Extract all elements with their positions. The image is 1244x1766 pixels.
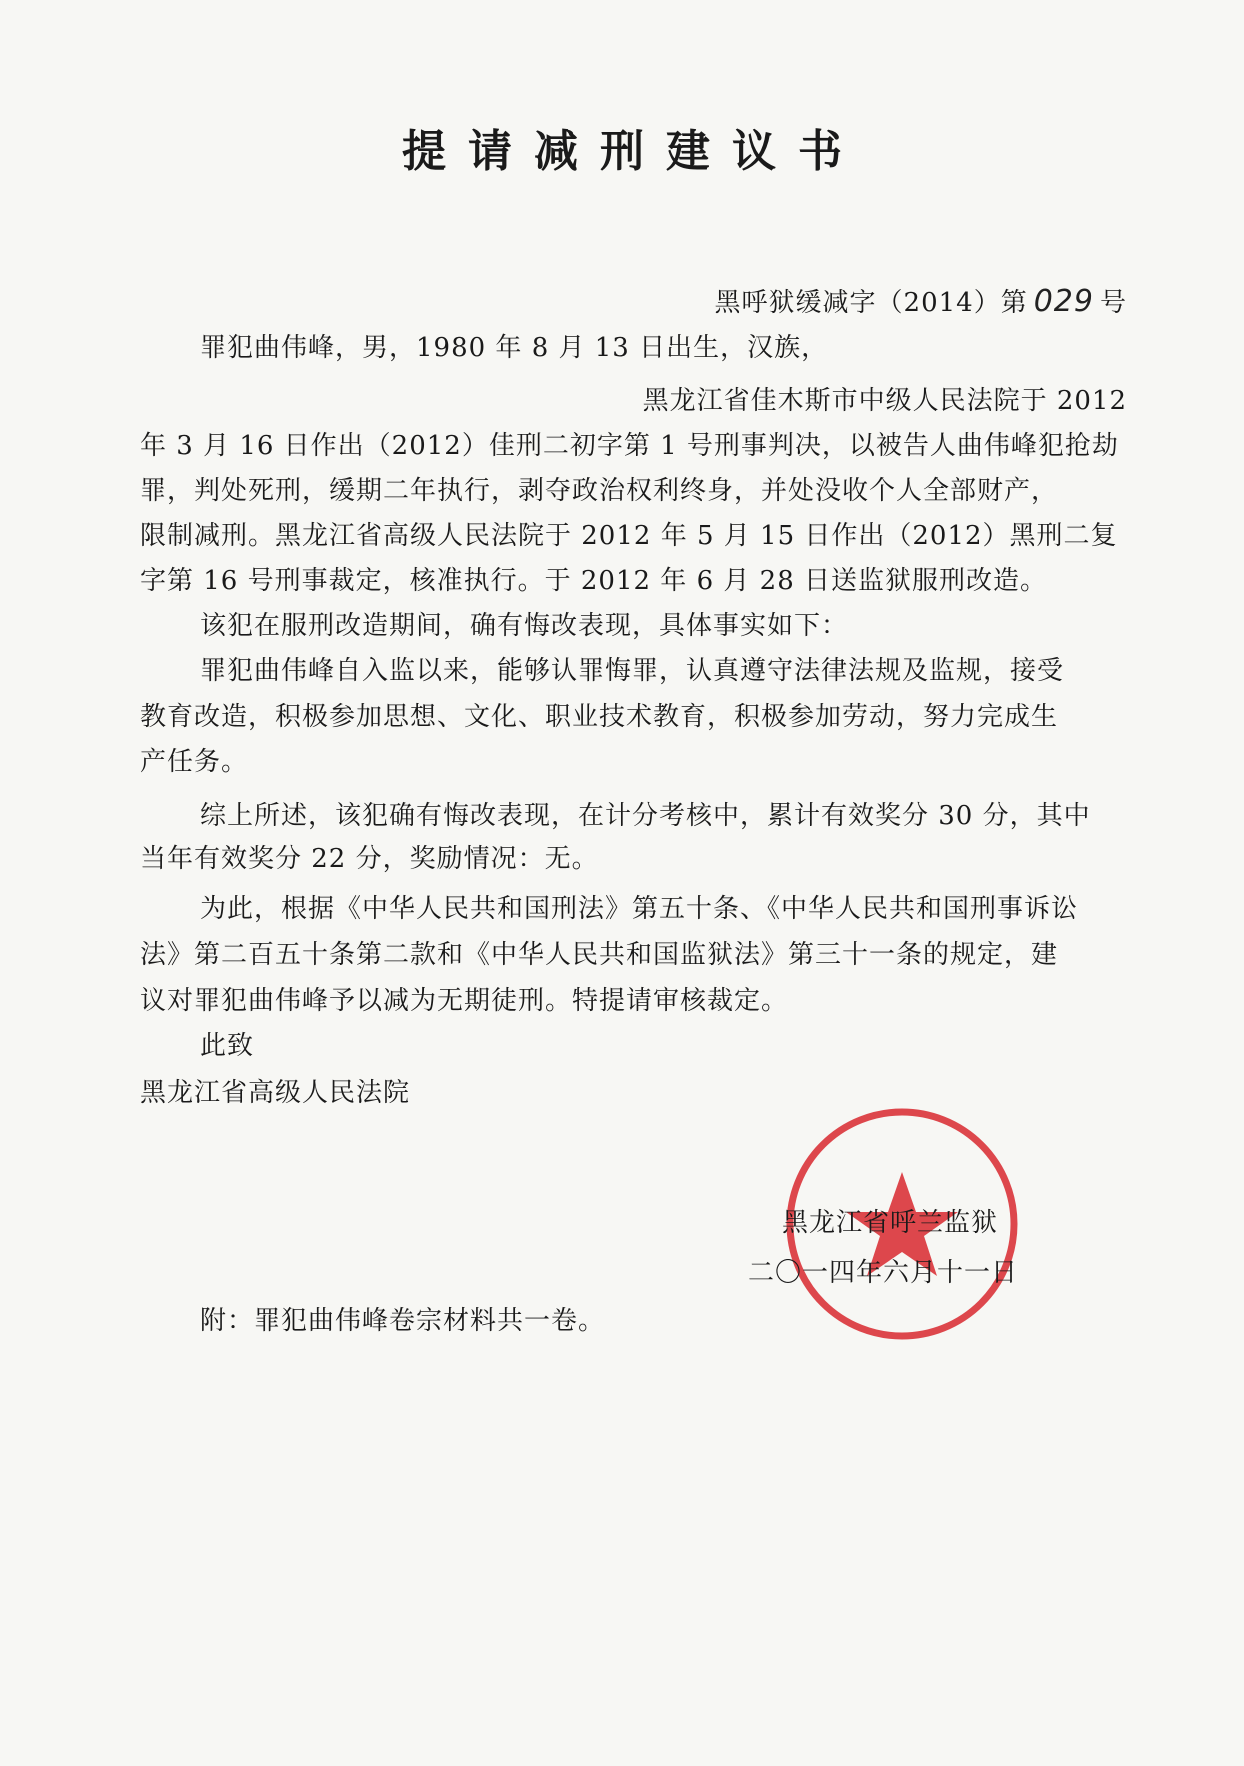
paragraph-line: 当年有效奖分 22 分，奖励情况：无。 <box>140 844 599 874</box>
document-number-handwritten: 029 <box>1033 284 1094 319</box>
document-number-prefix: 黑呼狱缓减字（2014）第 <box>714 288 1028 318</box>
attachment-note: 附：罪犯曲伟峰卷宗材料共一卷。 <box>200 1306 606 1336</box>
paragraph-line: 法》第二百五十条第二款和《中华人民共和国监狱法》第三十一条的规定，建 <box>140 940 1059 970</box>
paragraph-line: 罪犯曲伟峰，男，1980 年 8 月 13 日出生，汉族， <box>200 333 829 363</box>
paragraph-line: 黑龙江省佳木斯市中级人民法院于 2012 <box>642 386 1127 416</box>
paragraph-line: 教育改造，积极参加思想、文化、职业技术教育，积极参加劳动，努力完成生 <box>140 702 1059 732</box>
closing-salutation: 此致 <box>200 1031 255 1061</box>
paragraph-line: 罪犯曲伟峰自入监以来，能够认罪悔罪，认真遵守法律法规及监规，接受 <box>200 656 1065 686</box>
paragraph-line: 限制减刑。黑龙江省高级人民法院于 2012 年 5 月 15 日作出（2012）黑刑二复 <box>140 521 1118 551</box>
paragraph-line: 产任务。 <box>140 747 249 777</box>
paragraph-line: 罪，判处死刑，缓期二年执行，剥夺政治权利终身，并处没收个人全部财产， <box>140 476 1059 506</box>
paragraph-line: 为此，根据《中华人民共和国刑法》第五十条、《中华人民共和国刑事诉讼 <box>200 894 1079 924</box>
paragraph-line: 年 3 月 16 日作出（2012）佳刑二初字第 1 号刑事判决，以被告人曲伟峰犯抢劫 <box>140 431 1119 461</box>
document-number-suffix: 号 <box>1099 288 1127 318</box>
paragraph-line: 字第 16 号刑事裁定，核准执行。于 2012 年 6 月 28 日送监狱服刑改造。 <box>140 566 1047 596</box>
paragraph-line: 综上所述，该犯确有悔改表现，在计分考核中，累计有效奖分 30 分，其中 <box>200 801 1091 831</box>
signatory: 黑龙江省呼兰监狱 <box>782 1208 999 1238</box>
document-date: 二〇一四年六月十一日 <box>748 1258 1019 1288</box>
recipient: 黑龙江省高级人民法院 <box>140 1078 411 1108</box>
document-title: 提请减刑建议书 <box>402 126 864 177</box>
paragraph-line: 议对罪犯曲伟峰予以减为无期徒刑。特提请审核裁定。 <box>140 986 789 1016</box>
paragraph-line: 该犯在服刑改造期间，确有悔改表现，具体事实如下： <box>200 611 849 641</box>
document-number <box>715 282 1127 319</box>
